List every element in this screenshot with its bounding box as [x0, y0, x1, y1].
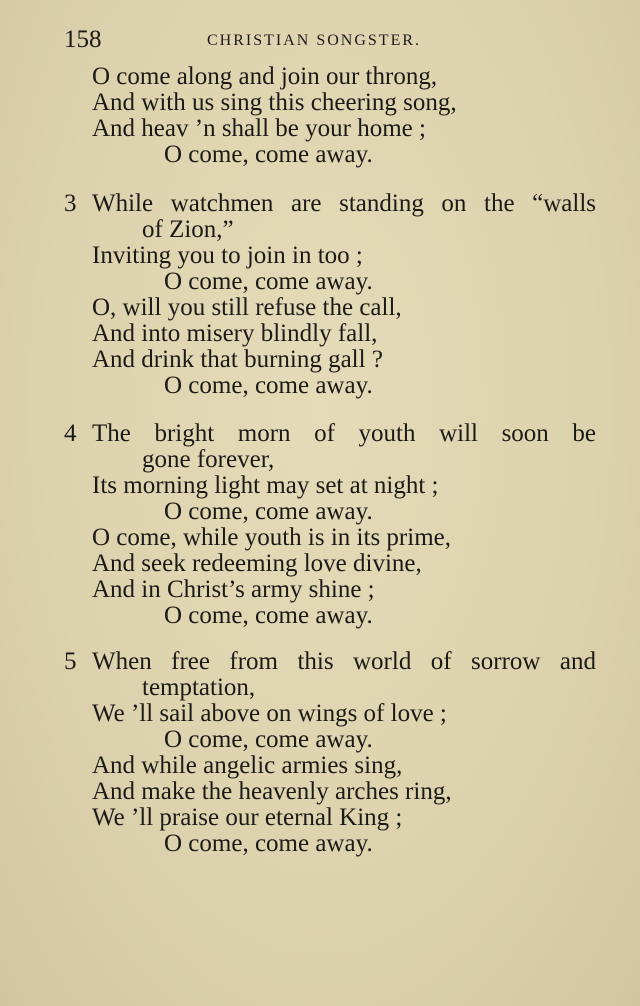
verse-line: While watchmen are standing on the “walls — [92, 190, 596, 217]
verse-line: The bright morn of youth will soon be — [92, 420, 596, 447]
verse-line: And seek redeeming love divine, — [92, 550, 422, 577]
page-number: 158 — [64, 26, 102, 53]
verse-refrain: O come, come away. — [164, 602, 373, 629]
verse-line: And drink that burning gall ? — [92, 346, 383, 373]
verse-refrain: O come, come away. — [164, 830, 373, 857]
verse-line: We ’ll sail above on wings of love ; — [92, 700, 447, 727]
verse-line: of Zion,” — [142, 216, 234, 243]
verse-refrain: O come, come away. — [164, 372, 373, 399]
verse-line: O come, while youth is in its prime, — [92, 524, 451, 551]
verse-refrain: O come, come away. — [164, 726, 373, 753]
verse-number: 4 — [64, 420, 77, 447]
verse-line: And heav ’n shall be your home ; — [92, 115, 426, 142]
verse-number: 5 — [64, 648, 77, 675]
verse-number: 3 — [64, 190, 77, 217]
verse-line: And with us sing this cheering song, — [92, 89, 457, 116]
verse-line: When free from this world of sorrow and — [92, 648, 596, 675]
running-title: CHRISTIAN SONGSTER. — [207, 32, 422, 49]
verse-line: And into misery blindly fall, — [92, 320, 378, 347]
verse-line: O come along and join our throng, — [92, 63, 438, 90]
verse-refrain: O come, come away. — [164, 498, 373, 525]
verse-line: And make the heavenly arches ring, — [92, 778, 452, 805]
verse-line: temptation, — [142, 674, 256, 701]
verse-line: We ’ll praise our eternal King ; — [92, 804, 403, 831]
verse-refrain: O come, come away. — [164, 141, 373, 168]
verse-line: O, will you still refuse the call, — [92, 294, 402, 321]
verse-line: gone forever, — [142, 446, 275, 473]
verse-line: And in Christ’s army shine ; — [92, 576, 375, 603]
verse-line: Its morning light may set at night ; — [92, 472, 439, 499]
verse-refrain: O come, come away. — [164, 268, 373, 295]
verse-line: Inviting you to join in too ; — [92, 242, 363, 269]
verse-line: And while angelic armies sing, — [92, 752, 403, 779]
page-header — [64, 26, 604, 56]
